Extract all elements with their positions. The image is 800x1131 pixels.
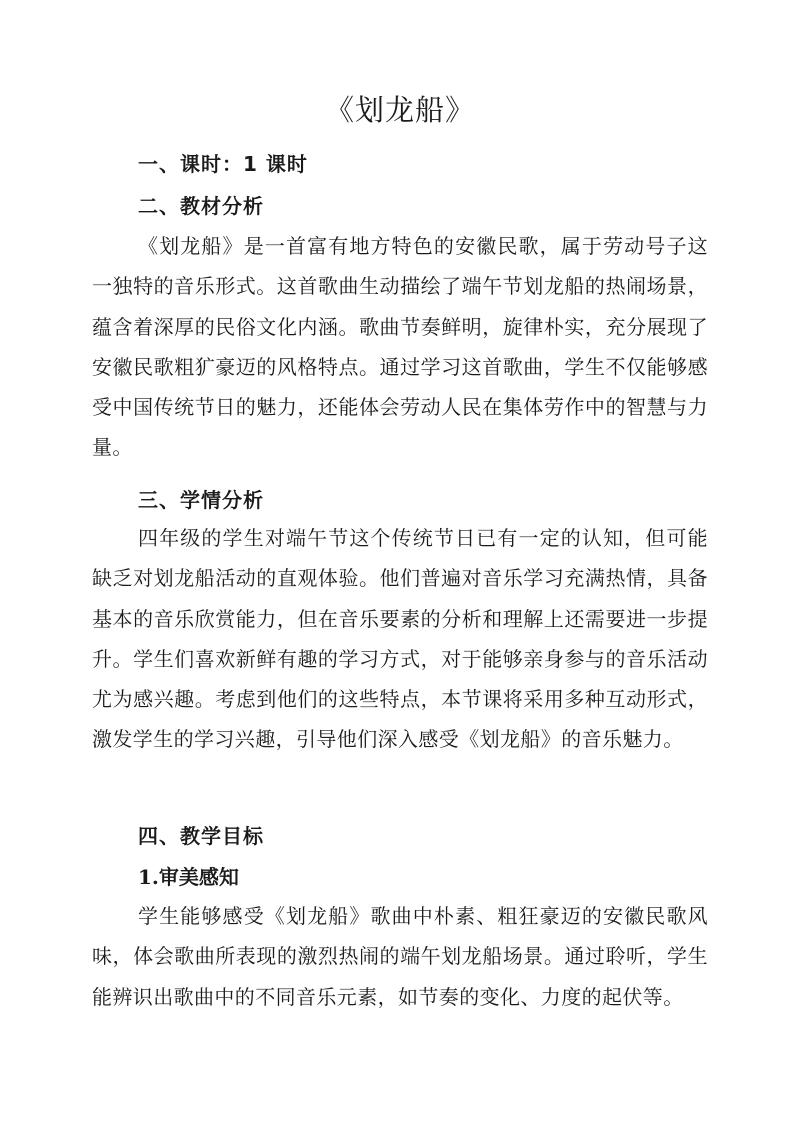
material-analysis-paragraph: 《划龙船》是一首富有地方特色的安徽民歌，属于劳动号子这一独特的音乐形式。这首歌曲生动描绘了端午节划龙船的热闹场景，蕴含着深厚的民俗文化内涵。歌曲节奏鲜明，旋律朴实，充分展现了安徽民歌粗犷豪迈的风格特点。通过学习这首歌曲，学生不仅能够感受中国传统节日的魅力，还能体会劳动人民在集体劳作中的智慧与力量。 <box>92 234 708 460</box>
section-heading-teaching-goals: 四、教学目标 <box>138 824 264 848</box>
section-heading-student-analysis: 三、学情分析 <box>138 488 264 512</box>
subheading-aesthetic-perception: 1.审美感知 <box>138 865 239 889</box>
aesthetic-perception-paragraph: 学生能够感受《划龙船》歌曲中朴素、粗狂豪迈的安徽民歌风味，体会歌曲所表现的激烈热闹的端午划龙船场景。通过聆听，学生能辨识出歌曲中的不同音乐元素，如节奏的变化、力度的起伏等。 <box>92 904 708 1009</box>
section-heading-material-analysis: 二、教材分析 <box>138 194 264 218</box>
document-title: 《划龙船》 <box>324 93 475 127</box>
student-analysis-paragraph: 四年级的学生对端午节这个传统节日已有一定的认知，但可能缺乏对划龙船活动的直观体验。他们普遍对音乐学习充满热情，具备基本的音乐欣赏能力，但在音乐要素的分析和理解上还需要进一步提升。学生们喜欢新鲜有趣的学习方式，对于能够亲身参与的音乐活动尤为感兴趣。考虑到他们的这些特点，本节课将采用多种互动形式，激发学生的学习兴趣，引导他们深入感受《划龙船》的音乐魅力。 <box>92 526 708 752</box>
section-heading-lesson-hours: 一、课时：1 课时 <box>138 152 308 176</box>
